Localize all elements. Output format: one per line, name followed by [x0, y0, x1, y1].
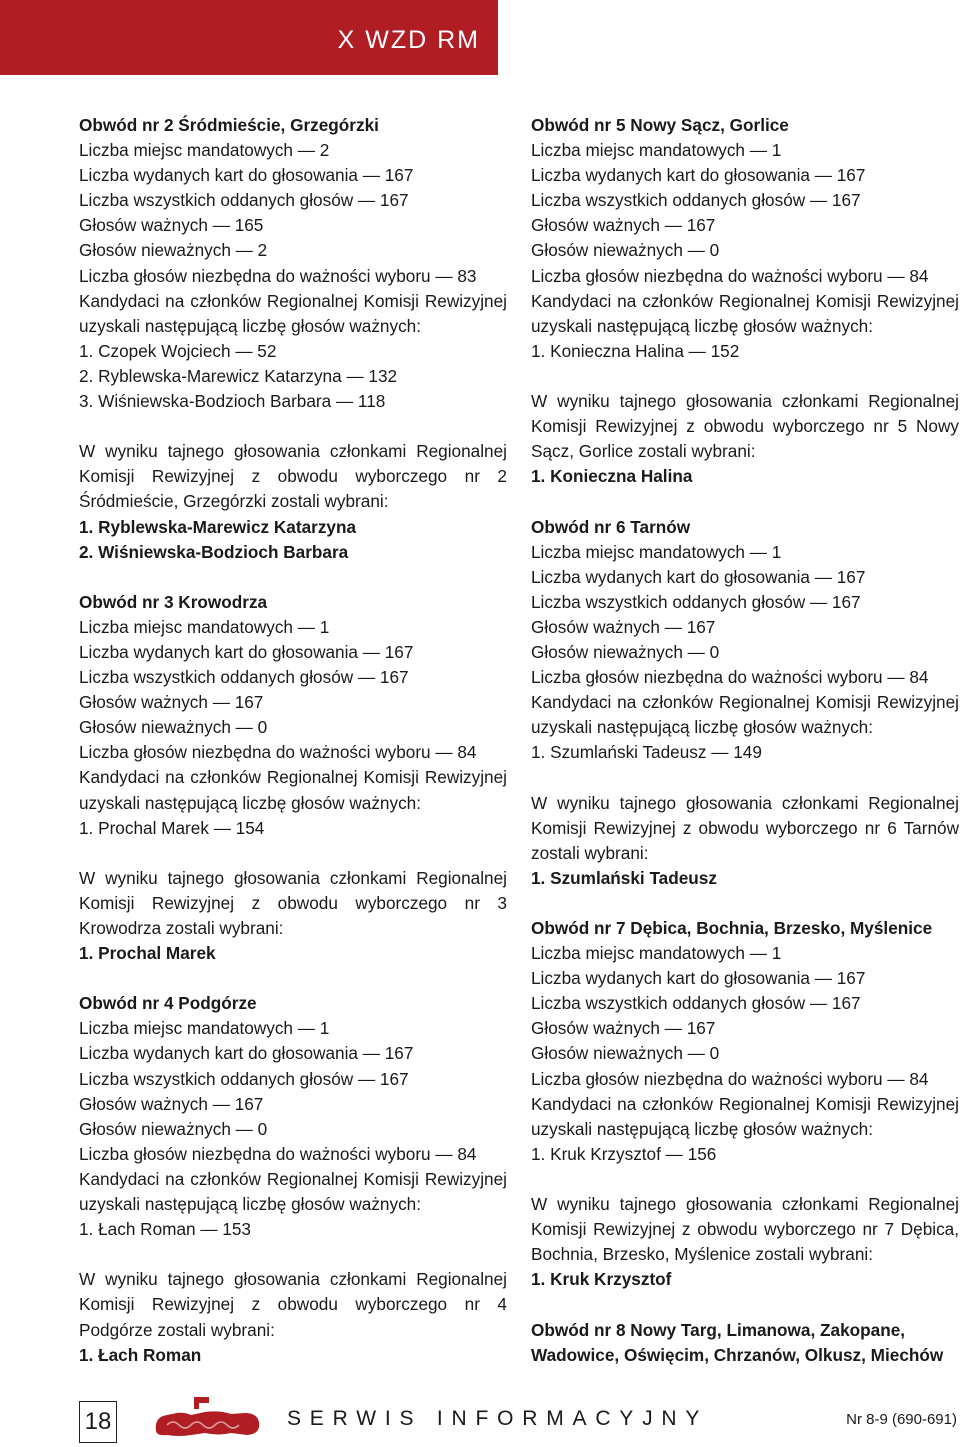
elected-line: 1. Prochal Marek — [79, 943, 216, 964]
result-text: W wyniku tajnego głosowania członkami Regionalnej Komisji Rewizyjnej z obwodu wyborczego nr 2 Śródmieście, Grzegórzki zostali wybrani: — [79, 441, 507, 512]
stat-line: Głosów nieważnych — 0 — [531, 240, 720, 261]
stat-line: Głosów ważnych — 167 — [79, 1093, 264, 1114]
district-6 — [531, 515, 959, 917]
stat-line: Liczba wszystkich oddanych głosów — 167 — [79, 190, 409, 211]
stat-line: Głosów ważnych — 167 — [531, 1018, 716, 1039]
stat-line: Liczba miejsc mandatowych — 1 — [79, 1018, 330, 1039]
stat-line: Głosów ważnych — 167 — [79, 692, 264, 713]
stat-line: Głosów nieważnych — 0 — [79, 1118, 268, 1139]
district-title: Obwód nr 3 Krowodrza — [79, 591, 268, 612]
header-band — [0, 0, 498, 75]
stat-line: Liczba miejsc mandatowych — 1 — [531, 140, 782, 161]
elected-line: 1. Łach Roman — [79, 1344, 202, 1365]
stat-line: Liczba wszystkich oddanych głosów — 167 — [531, 993, 861, 1014]
stat-line: Liczba miejsc mandatowych — 2 — [79, 140, 330, 161]
stat-line: Głosów nieważnych — 0 — [531, 641, 720, 662]
stat-line: Liczba głosów niezbędna do ważności wyboru — 84 — [79, 742, 477, 763]
district-title: Obwód nr 5 Nowy Sącz, Gorlice — [531, 115, 789, 135]
stat-line: Liczba wydanych kart do głosowania — 167 — [531, 968, 866, 989]
stat-line: Głosów ważnych — 167 — [531, 616, 716, 637]
stat-line: Liczba wydanych kart do głosowania — 167 — [531, 165, 866, 186]
stat-line: Liczba wszystkich oddanych głosów — 167 — [79, 1068, 409, 1089]
stat-line: Liczba miejsc mandatowych — 1 — [79, 616, 330, 637]
stat-line: Liczba wszystkich oddanych głosów — 167 — [531, 591, 861, 612]
result-text: W wyniku tajnego głosowania członkami Regionalnej Komisji Rewizyjnej z obwodu wyborczego nr 3 Krowodrza zostali wybrani: — [79, 867, 507, 938]
candidate-line: 1. Czopek Wojciech — 52 — [79, 340, 277, 361]
district-title: Obwód nr 4 Podgórze — [79, 993, 257, 1014]
district-title: Obwód nr 2 Śródmieście, Grzegórzki — [79, 115, 379, 135]
candidates-intro: Kandydaci na członków Regionalnej Komisji Rewizyjnej uzyskali następującą liczbę głosów ważnych: — [79, 767, 507, 813]
left-column — [79, 113, 507, 1368]
stat-line: Liczba wszystkich oddanych głosów — 167 — [531, 190, 861, 211]
stat-line: Głosów nieważnych — 0 — [531, 1043, 720, 1064]
candidates-intro: Kandydaci na członków Regionalnej Komisji Rewizyjnej uzyskali następującą liczbę głosów ważnych: — [79, 290, 507, 336]
district-5 — [531, 113, 959, 515]
district-title: Obwód nr 6 Tarnów — [531, 516, 691, 537]
header-title: X WZD RM — [337, 26, 480, 54]
stat-line: Liczba wydanych kart do głosowania — 167 — [531, 566, 866, 587]
stat-line: Liczba głosów niezbędna do ważności wyboru — 84 — [531, 667, 929, 688]
stat-line: Głosów ważnych — 167 — [531, 215, 716, 236]
candidates-intro: Kandydaci na członków Regionalnej Komisji Rewizyjnej uzyskali następującą liczbę głosów ważnych: — [531, 1093, 959, 1139]
elected-line: 1. Konieczna Halina — [531, 466, 693, 487]
stat-line: Liczba wydanych kart do głosowania — 167 — [79, 165, 414, 186]
district-title: Obwód nr 7 Dębica, Bochnia, Brzesko, Myślenice — [531, 918, 933, 938]
candidate-line: 1. Prochal Marek — 154 — [79, 817, 265, 838]
elected-line: 1. Kruk Krzysztof — [531, 1269, 672, 1290]
stat-line: Liczba głosów niezbędna do ważności wyboru — 84 — [79, 1143, 477, 1164]
district-2 — [79, 113, 507, 590]
district-7 — [531, 916, 959, 1318]
candidate-line: 2. Ryblewska-Marewicz Katarzyna — 132 — [79, 365, 398, 386]
solidarnosc-logo — [153, 1395, 263, 1439]
stat-line: Liczba głosów niezbędna do ważności wyboru — 84 — [531, 265, 929, 286]
candidates-intro: Kandydaci na członków Regionalnej Komisji Rewizyjnej uzyskali następującą liczbę głosów ważnych: — [531, 290, 959, 336]
stat-line: Liczba wszystkich oddanych głosów — 167 — [79, 667, 409, 688]
publication-name: SERWIS INFORMACYJNY — [287, 1407, 709, 1430]
district-4 — [79, 991, 507, 1367]
candidate-line: 1. Konieczna Halina — 152 — [531, 340, 740, 361]
stat-line: Głosów nieważnych — 0 — [79, 717, 268, 738]
result-text: W wyniku tajnego głosowania członkami Regionalnej Komisji Rewizyjnej z obwodu wyborczego nr 7 Dębica, Bochnia, Brzesko, Myślenice zostali wybrani: — [531, 1194, 959, 1265]
candidate-line: 1. Kruk Krzysztof — 156 — [531, 1143, 717, 1164]
stat-line: Głosów ważnych — 165 — [79, 215, 264, 236]
elected-line: 1. Ryblewska-Marewicz Katarzyna — [79, 516, 357, 537]
issue-number: Nr 8-9 (690-691) — [846, 1411, 957, 1428]
candidates-intro: Kandydaci na członków Regionalnej Komisji Rewizyjnej uzyskali następującą liczbę głosów ważnych: — [531, 692, 959, 738]
district-title: Obwód nr 8 Nowy Targ, Limanowa, Zakopane, Wadowice, Oświęcim, Chrzanów, Olkusz, Miechów — [531, 1319, 944, 1365]
elected-line: 2. Wiśniewska-Bodzioch Barbara — [79, 541, 349, 562]
right-column — [531, 113, 959, 1368]
result-text: W wyniku tajnego głosowania członkami Regionalnej Komisji Rewizyjnej z obwodu wyborczego nr 5 Nowy Sącz, Gorlice zostali wybrani: — [531, 391, 959, 462]
candidate-line: 1. Szumlański Tadeusz — 149 — [531, 742, 762, 763]
candidates-intro: Kandydaci na członków Regionalnej Komisji Rewizyjnej uzyskali następującą liczbę głosów ważnych: — [79, 1168, 507, 1215]
stat-line: Liczba miejsc mandatowych — 1 — [531, 943, 782, 964]
stat-line: Głosów nieważnych — 2 — [79, 240, 268, 261]
candidate-line: 1. Łach Roman — 153 — [79, 1219, 251, 1240]
result-text: W wyniku tajnego głosowania członkami Regionalnej Komisji Rewizyjnej z obwodu wyborczego nr 6 Tarnów zostali wybrani: — [531, 792, 959, 863]
candidate-line: 3. Wiśniewska-Bodzioch Barbara — 118 — [79, 391, 386, 412]
result-text: W wyniku tajnego głosowania członkami Regionalnej Komisji Rewizyjnej z obwodu wyborczego nr 4 Podgórze zostali wybrani: — [79, 1269, 507, 1340]
stat-line: Liczba miejsc mandatowych — 1 — [531, 541, 782, 562]
district-3 — [79, 590, 507, 992]
stat-line: Liczba głosów niezbędna do ważności wyboru — 83 — [79, 265, 477, 286]
stat-line: Liczba głosów niezbędna do ważności wyboru — 84 — [531, 1068, 929, 1089]
elected-line: 1. Szumlański Tadeusz — [531, 867, 717, 888]
stat-line: Liczba wydanych kart do głosowania — 167 — [79, 1043, 414, 1064]
stat-line: Liczba wydanych kart do głosowania — 167 — [79, 641, 414, 662]
district-8 — [531, 1318, 959, 1368]
page-number: 18 — [79, 1401, 117, 1443]
